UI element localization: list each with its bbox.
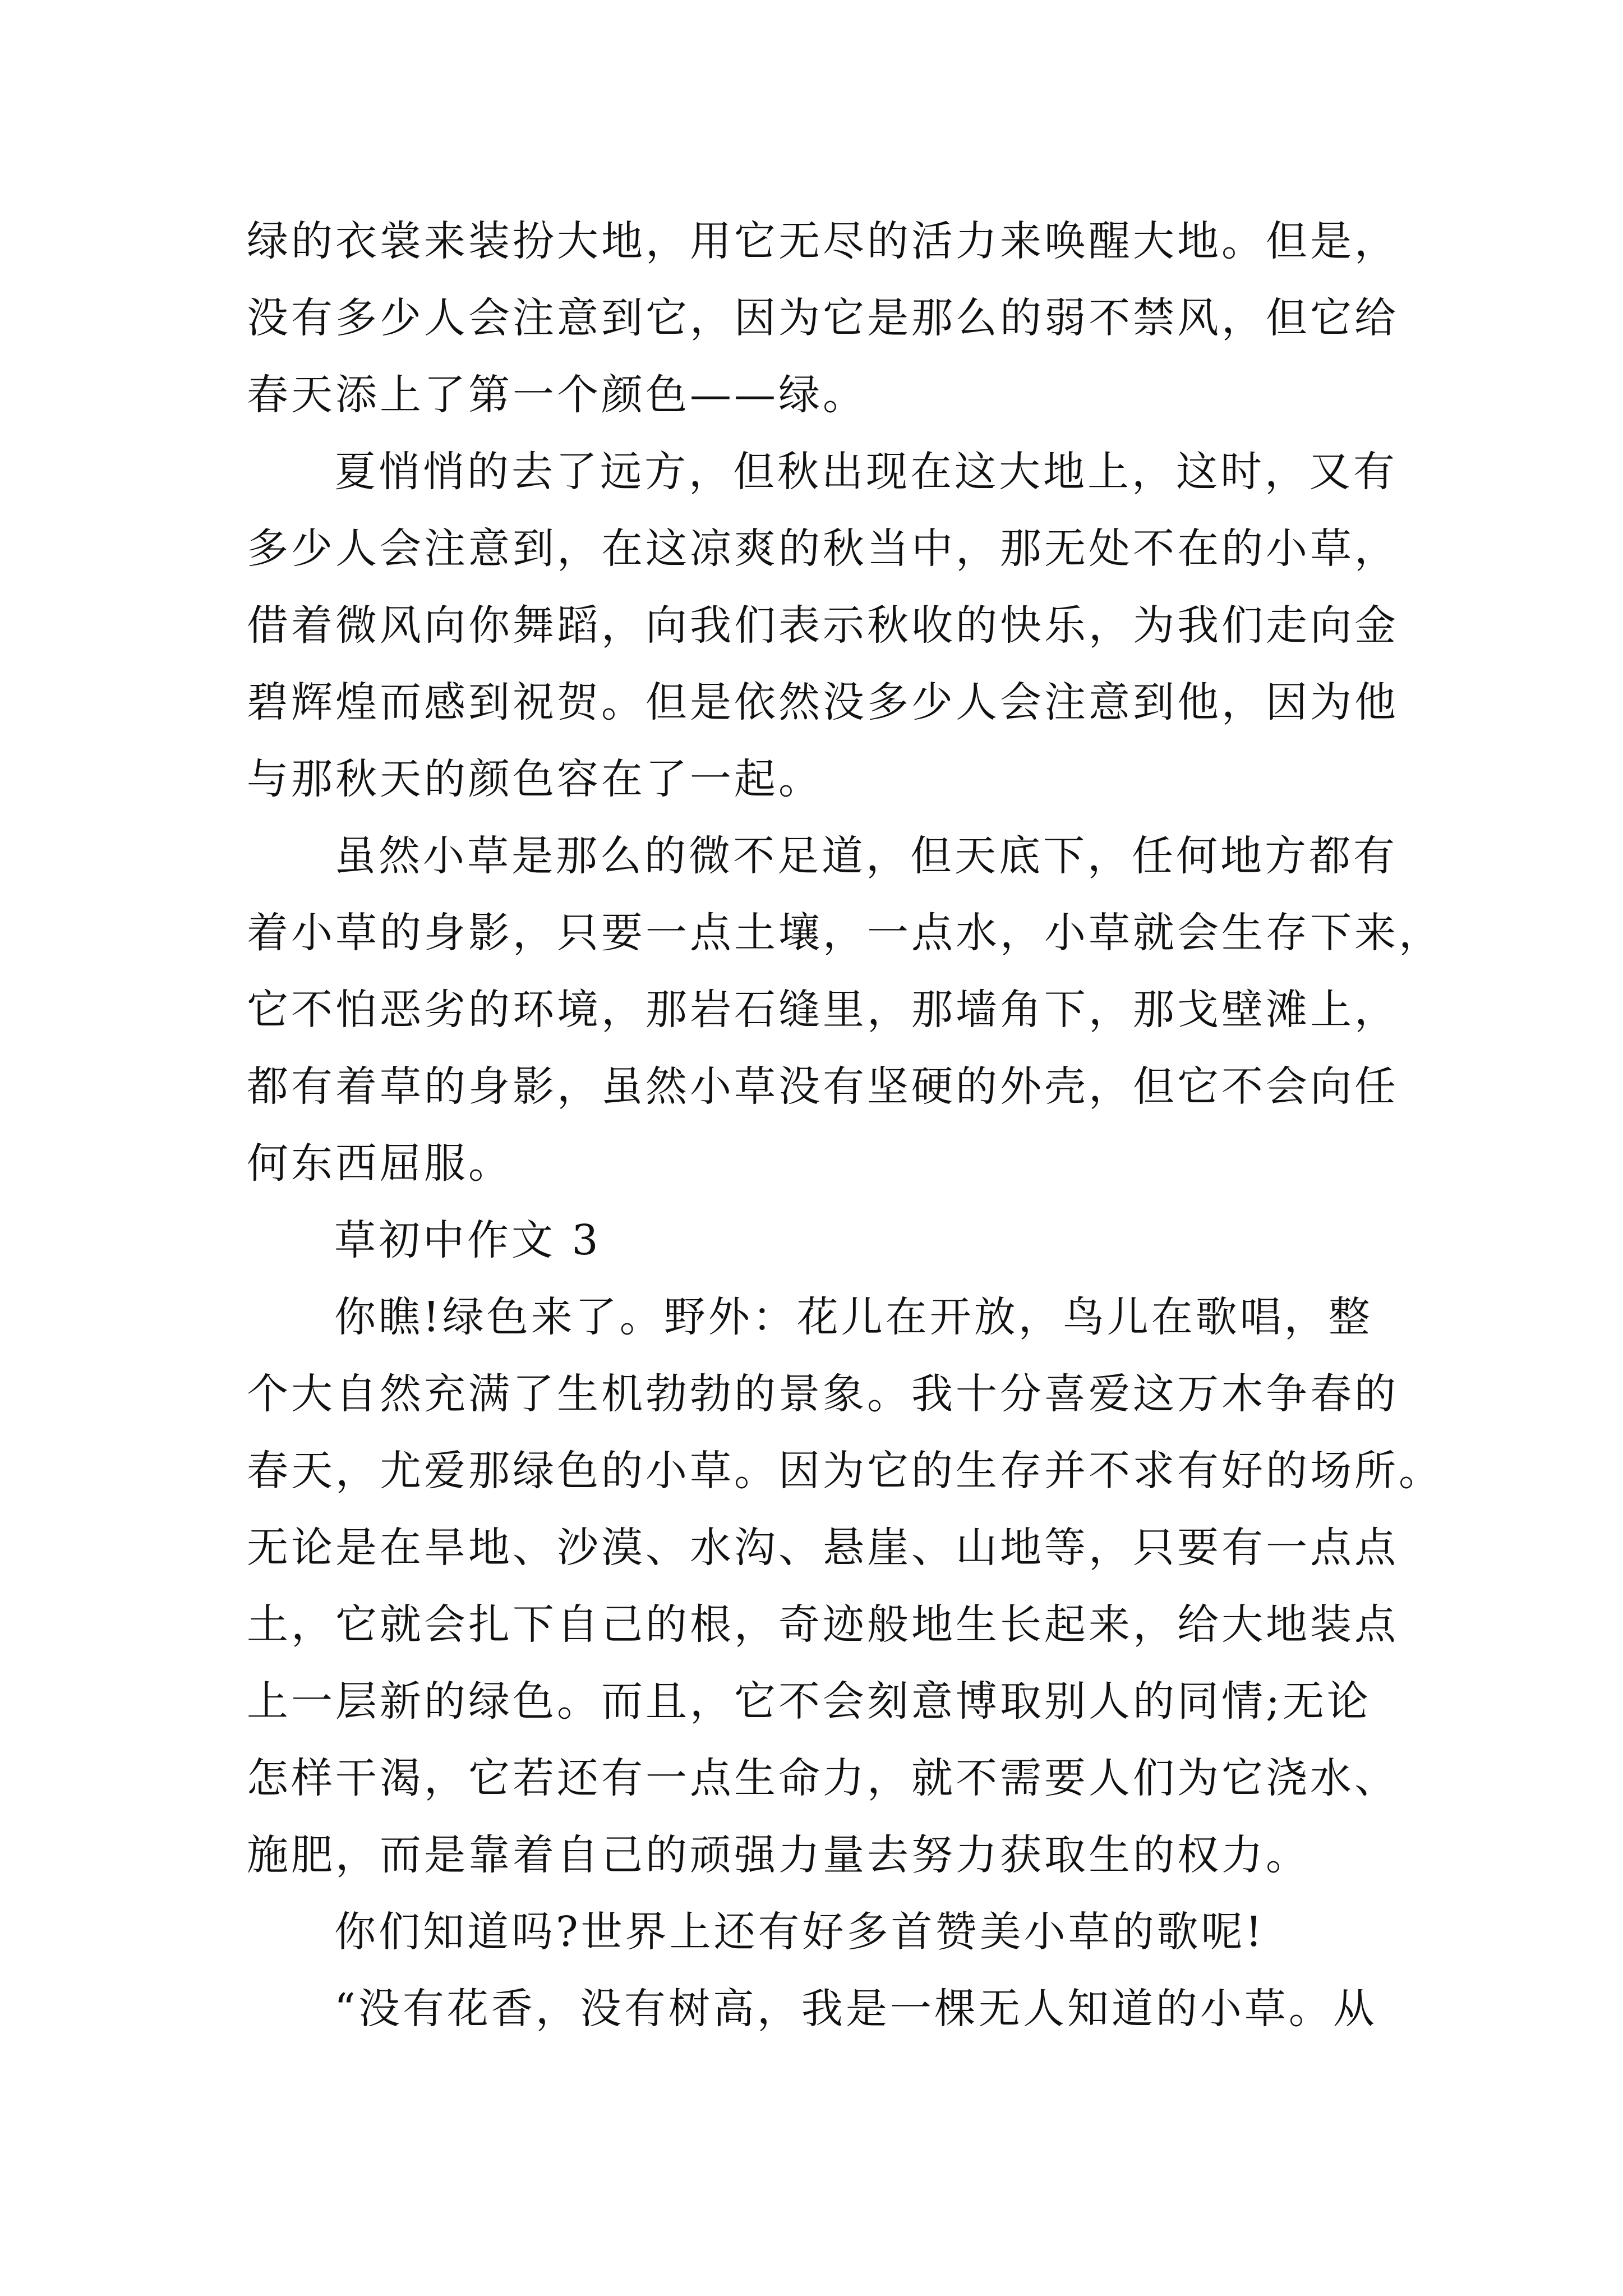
text-line: 何东西屈服。	[247, 1139, 513, 1188]
text-line: 虽然小草是那么的微不足道，但天底下，任何地方都有	[334, 832, 1398, 880]
text-line: 多少人会注意到，在这凉爽的秋当中，那无处不在的小草，	[247, 524, 1399, 573]
text-line: 土，它就会扎下自己的根，奇迹般地生长起来，给大地装点	[247, 1600, 1399, 1649]
text-line: 春天添上了第一个颜色——绿。	[247, 371, 867, 419]
text-line: 与那秋天的颜色容在了一起。	[247, 755, 823, 803]
text-line: “没有花香，没有树高，我是一棵无人知道的小草。从	[334, 1985, 1377, 2033]
text-line: 它不怕恶劣的环境，那岩石缝里，那墙角下，那戈壁滩上，	[247, 986, 1399, 1034]
text-line: 施肥，而是靠着自己的顽强力量去努力获取生的权力。	[247, 1831, 1310, 1879]
text-line: 你瞧!绿色来了。野外：花儿在开放，鸟儿在歌唱，整	[334, 1293, 1373, 1341]
text-line: 绿的衣裳来装扮大地，用它无尽的活力来唤醒大地。但是，	[247, 217, 1399, 265]
text-line: 你们知道吗?世界上还有好多首赞美小草的歌呢!	[334, 1908, 1265, 1956]
text-line: 个大自然充满了生机勃勃的景象。我十分喜爱这万木争春的	[247, 1370, 1399, 1418]
text-line: 都有着草的身影，虽然小草没有坚硬的外壳，但它不会向任	[247, 1062, 1399, 1111]
essay-text	[247, 203, 1443, 2047]
section-heading: 草初中作文 3	[334, 1216, 601, 1264]
text-line: 碧辉煌而感到祝贺。但是依然没多少人会注意到他，因为他	[247, 678, 1399, 726]
text-line: 上一层新的绿色。而且，它不会刻意博取别人的同情;无论	[247, 1677, 1371, 1726]
text-line: 春天，尤爱那绿色的小草。因为它的生存并不求有好的场所。	[247, 1447, 1443, 1495]
text-line: 怎样干渴，它若还有一点生命力，就不需要人们为它浇水、	[247, 1754, 1399, 1802]
text-line: 借着微风向你舞蹈，向我们表示秋收的快乐，为我们走向金	[247, 601, 1399, 650]
text-line: 着小草的身影，只要一点土壤，一点水，小草就会生存下来，	[247, 909, 1443, 957]
text-line: 没有多少人会注意到它，因为它是那么的弱不禁风，但它给	[247, 294, 1399, 342]
text-line: 无论是在旱地、沙漠、水沟、悬崖、山地等，只要有一点点	[247, 1524, 1399, 1572]
text-line: 夏悄悄的去了远方，但秋出现在这大地上，这时，又有	[334, 448, 1398, 496]
